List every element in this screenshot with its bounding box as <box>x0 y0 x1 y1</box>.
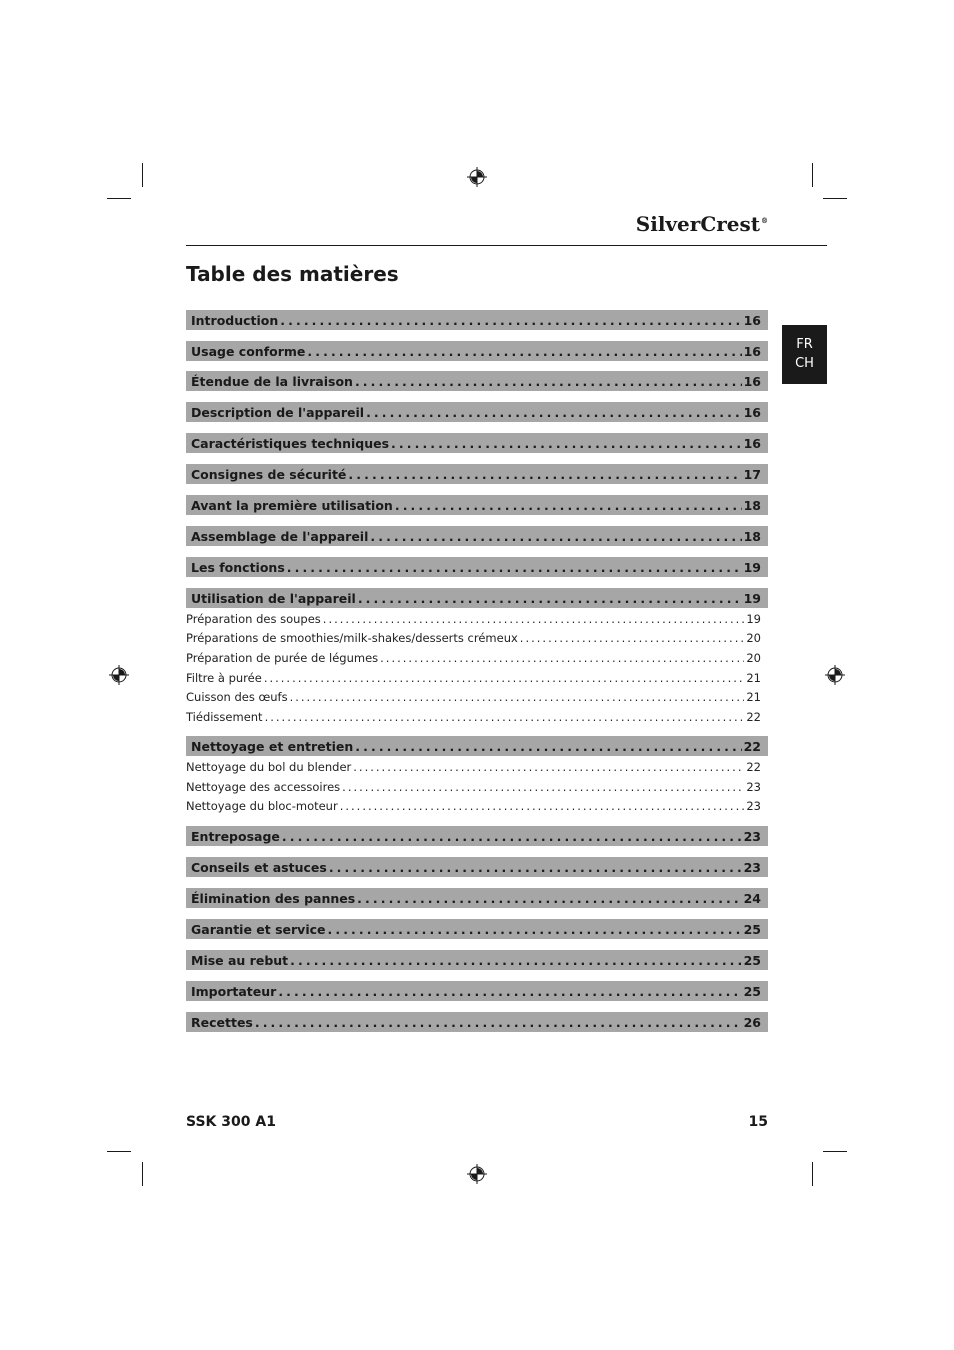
registration-mark-icon <box>467 167 487 187</box>
toc-entry-usage-conforme[interactable] <box>186 341 768 361</box>
toc-entry-page: 18 <box>743 497 761 513</box>
toc-entry-page: 21 <box>746 690 761 704</box>
dot-leader <box>323 612 745 626</box>
toc-subentry-smoothies[interactable] <box>186 629 768 647</box>
toc-entry-label: Nettoyage et entretien <box>191 738 354 754</box>
dot-leader <box>280 313 741 328</box>
registration-mark-icon <box>109 665 129 685</box>
toc-entry-label: Avant la première utilisation <box>191 497 393 513</box>
dot-leader <box>290 690 745 704</box>
toc-entry-page: 16 <box>743 343 761 359</box>
brand-name: SilverCrest <box>635 212 760 236</box>
toc-subentry-soupes[interactable] <box>186 610 768 628</box>
toc-entry-etendue-livraison[interactable] <box>186 371 768 391</box>
crop-mark <box>142 163 143 187</box>
toc-entry-page: 17 <box>743 466 761 482</box>
toc-entry-recettes[interactable] <box>186 1012 768 1032</box>
toc-entry-label: Assemblage de l'appareil <box>191 528 369 544</box>
dot-leader <box>395 498 742 513</box>
language-code-ch: CH <box>795 356 814 371</box>
toc-entry-consignes-securite[interactable] <box>186 464 768 484</box>
toc-entry-page: 19 <box>743 559 761 575</box>
toc-entry-page: 23 <box>743 859 761 875</box>
dot-leader <box>307 344 741 359</box>
dot-leader <box>380 651 744 665</box>
toc-entry-premiere-utilisation[interactable] <box>186 495 768 515</box>
dot-leader <box>255 1015 742 1030</box>
toc-entry-label: Conseils et astuces <box>191 859 327 875</box>
toc-entry-page: 16 <box>743 373 761 389</box>
toc-entry-page: 24 <box>743 890 761 906</box>
toc-entry-label: Nettoyage du bloc-moteur <box>186 799 338 813</box>
registration-mark-icon <box>825 665 845 685</box>
dot-leader <box>340 799 745 813</box>
toc-entry-page: 26 <box>743 1014 761 1030</box>
toc-entry-page: 19 <box>746 612 761 626</box>
registration-mark-icon <box>467 1164 487 1184</box>
toc-entry-label: Nettoyage du bol du blender <box>186 760 352 774</box>
toc-entry-fonctions[interactable] <box>186 557 768 577</box>
toc-entry-page: 18 <box>743 528 761 544</box>
toc-entry-conseils-astuces[interactable] <box>186 857 768 877</box>
toc-entry-page: 23 <box>746 780 761 794</box>
toc-entry-page: 25 <box>743 952 761 968</box>
toc-entry-label: Les fonctions <box>191 559 285 575</box>
footer-model-number: SSK 300 A1 <box>186 1114 276 1130</box>
crop-mark <box>823 198 847 199</box>
toc-subentry-bloc-moteur[interactable] <box>186 797 768 815</box>
toc-entry-label: Importateur <box>191 983 277 999</box>
toc-entry-label: Garantie et service <box>191 921 326 937</box>
toc-entry-page: 16 <box>743 312 761 328</box>
dot-leader <box>287 560 742 575</box>
toc-entry-page: 16 <box>743 435 761 451</box>
toc-entry-nettoyage[interactable] <box>186 736 768 756</box>
dot-leader <box>370 529 741 544</box>
dot-leader <box>355 374 742 389</box>
toc-entry-page: 16 <box>743 404 761 420</box>
toc-entry-label: Entreposage <box>191 828 280 844</box>
language-tab <box>782 325 827 384</box>
toc-entry-page: 19 <box>743 590 761 606</box>
toc-entry-label: Préparation de purée de légumes <box>186 651 379 665</box>
dot-leader <box>282 829 742 844</box>
toc-entry-garantie-service[interactable] <box>186 919 768 939</box>
toc-entry-mise-au-rebut[interactable] <box>186 950 768 970</box>
crop-mark <box>812 1162 813 1186</box>
dot-leader <box>328 922 742 937</box>
toc-entry-introduction[interactable] <box>186 310 768 330</box>
toc-entry-label: Consignes de sécurité <box>191 466 347 482</box>
toc-entry-entreposage[interactable] <box>186 826 768 846</box>
toc-entry-page: 25 <box>743 921 761 937</box>
dot-leader <box>366 405 742 420</box>
toc-entry-page: 22 <box>746 760 761 774</box>
dot-leader <box>353 760 744 774</box>
toc-entry-page: 22 <box>746 710 761 724</box>
dot-leader <box>265 710 745 724</box>
toc-entry-label: Étendue de la livraison <box>191 373 353 389</box>
toc-subentry-filtre-puree[interactable] <box>186 669 768 687</box>
crop-mark <box>107 198 131 199</box>
toc-entry-label: Caractéristiques techniques <box>191 435 390 451</box>
dot-leader <box>358 591 742 606</box>
toc-entry-page: 21 <box>746 671 761 685</box>
crop-mark <box>107 1151 131 1152</box>
toc-entry-elimination-pannes[interactable] <box>186 888 768 908</box>
toc-entry-label: Nettoyage des accessoires <box>186 780 341 794</box>
toc-entry-page: 25 <box>743 983 761 999</box>
page-title: Table des matières <box>186 262 399 286</box>
toc-entry-page: 23 <box>743 828 761 844</box>
brand-logo <box>628 212 768 236</box>
toc-entry-label: Préparation des soupes <box>186 612 321 626</box>
dot-leader <box>278 984 741 999</box>
dot-leader <box>391 436 742 451</box>
toc-entry-label: Mise au rebut <box>191 952 289 968</box>
toc-entry-description-appareil[interactable] <box>186 402 768 422</box>
dot-leader <box>355 739 741 754</box>
toc-entry-label: Utilisation de l'appareil <box>191 590 356 606</box>
toc-entry-utilisation[interactable] <box>186 588 768 608</box>
toc-subentry-puree-legumes[interactable] <box>186 649 768 667</box>
toc-subentry-bol-blender[interactable] <box>186 758 768 776</box>
toc-entry-assemblage[interactable] <box>186 526 768 546</box>
toc-entry-page: 22 <box>743 738 761 754</box>
toc-entry-importateur[interactable] <box>186 981 768 1001</box>
toc-entry-page: 20 <box>746 631 761 645</box>
header-rule <box>186 245 827 246</box>
footer-page-number: 15 <box>748 1114 768 1130</box>
dot-leader <box>520 631 745 645</box>
toc-entry-label: Recettes <box>191 1014 253 1030</box>
toc-subentry-accessoires[interactable] <box>186 778 768 796</box>
crop-mark <box>823 1151 847 1152</box>
toc-entry-page: 20 <box>746 651 761 665</box>
dot-leader <box>348 467 741 482</box>
toc-entry-label: Élimination des pannes <box>191 890 356 906</box>
toc-entry-label: Description de l'appareil <box>191 404 365 420</box>
dot-leader <box>342 780 744 794</box>
registered-mark: ® <box>761 216 768 225</box>
language-code-fr: FR <box>796 337 813 352</box>
toc-entry-label: Usage conforme <box>191 343 306 359</box>
toc-entry-label: Filtre à purée <box>186 671 262 685</box>
toc-subentry-tiedissement[interactable] <box>186 708 768 726</box>
toc-entry-label: Tiédissement <box>186 710 263 724</box>
crop-mark <box>812 163 813 187</box>
dot-leader <box>329 860 742 875</box>
toc-entry-label: Préparations de smoothies/milk-shakes/desserts crémeux <box>186 631 518 645</box>
toc-entry-label: Cuisson des œufs <box>186 690 288 704</box>
toc-entry-label: Introduction <box>191 312 279 328</box>
toc-entry-caracteristiques[interactable] <box>186 433 768 453</box>
toc-entry-page: 23 <box>746 799 761 813</box>
dot-leader <box>290 953 741 968</box>
dot-leader <box>264 671 745 685</box>
crop-mark <box>142 1162 143 1186</box>
dot-leader <box>357 891 741 906</box>
toc-subentry-cuisson-oeufs[interactable] <box>186 688 768 706</box>
